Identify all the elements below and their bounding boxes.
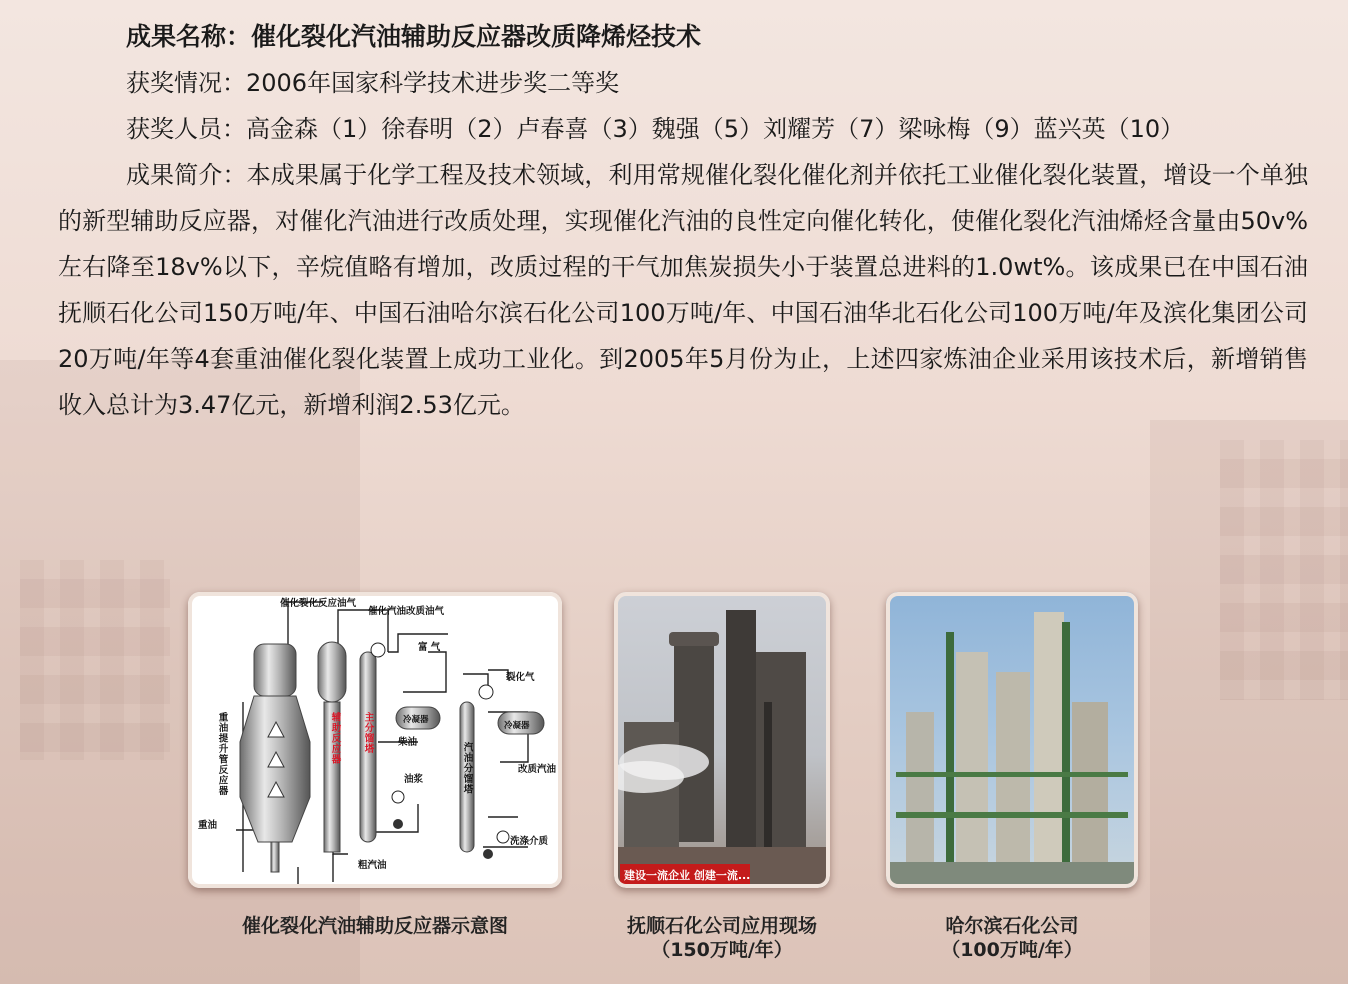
caption-figure-3 xyxy=(886,914,1138,962)
caption-figure-2-line1: 抚顺石化公司应用现场 xyxy=(626,915,817,937)
caption-figure-2 xyxy=(588,914,856,962)
people-label: 获奖人员： xyxy=(126,115,246,143)
people-line xyxy=(58,106,1308,152)
label-top-gas: 催化裂化反应油气 xyxy=(280,598,357,609)
figure-reactor-diagram xyxy=(188,592,562,888)
award-line xyxy=(58,60,1308,106)
label-rich-gas: 富 气 xyxy=(418,642,441,653)
summary-paragraph xyxy=(58,152,1308,428)
label-heavy-oil: 重油 xyxy=(198,820,218,831)
summary-value: 本成果属于化学工程及技术领域，利用常规催化裂化催化剂并依托工业催化裂化装置，增设一个单独的新型辅助反应器，对催化汽油进行改质处理，实现催化汽油的良性定向催化转化，使催化裂化汽油烯烃含量由50v%左右降至18v%以下，辛烷值略有增加，改质过程的干气加焦炭损失小于装置总进料的1.0wt%。该成果已在中国石油抚顺石化公司150万吨/年、中国石油哈尔滨石化公司100万吨/年、中国石油华北石化公司100万吨/年及滨化集团公司20万吨/年等4套重油催化裂化装置上成功工业化。到2005年5月份为止，上述四家炼油企业采用该技术后，新增销售收入总计为3.47亿元，新增利润2.53亿元。 xyxy=(58,161,1308,419)
caption-figure-3-line1: 哈尔滨石化公司 xyxy=(945,915,1079,937)
label-wash-medium: 洗涤介质 xyxy=(510,836,549,847)
label-condenser-2: 冷凝器 xyxy=(504,721,530,731)
award-label: 获奖情况： xyxy=(126,69,246,97)
reactor-schematic xyxy=(188,592,562,888)
label-upgraded-gas: 催化汽油改质油气 xyxy=(368,606,445,617)
label-slurry: 油浆 xyxy=(404,774,424,785)
award-value: 2006年国家科学技术进步奖二等奖 xyxy=(246,69,620,97)
figure-harbin-photo xyxy=(886,592,1138,888)
label-gasoline-fractionator: 汽油分馏塔 xyxy=(461,742,473,795)
label-upgraded-gasoline: 改质汽油 xyxy=(518,764,557,775)
label-riser: 重油提升管反应器 xyxy=(216,712,228,796)
label-diesel: 柴油 xyxy=(398,737,418,748)
fushun-plant-image xyxy=(614,592,830,888)
summary-label: 成果简介： xyxy=(126,161,247,189)
document-text xyxy=(58,14,1308,428)
title-label: 成果名称： xyxy=(126,22,252,51)
label-main-fractionator: 主分馏塔 xyxy=(362,712,374,754)
label-condenser-1: 冷凝器 xyxy=(403,715,429,725)
plant-banner-text: 建设一流企业 创建一流... xyxy=(624,869,751,882)
caption-figure-3-line2: （100万吨/年） xyxy=(941,939,1083,961)
label-cracked-gas: 裂化气 xyxy=(506,672,535,683)
caption-figure-2-line2: （150万吨/年） xyxy=(651,939,793,961)
background-window-grid xyxy=(1220,440,1348,700)
people-value: 高金森（1）徐春明（2）卢春喜（3）魏强（5）刘耀芳（7）梁咏梅（9）蓝兴英（10） xyxy=(246,115,1185,143)
label-aux-reactor: 辅助反应器 xyxy=(329,712,341,765)
harbin-plant-image xyxy=(886,592,1138,888)
caption-figure-1: 催化裂化汽油辅助反应器示意图 xyxy=(241,915,508,937)
title-value: 催化裂化汽油辅助反应器改质降烯烃技术 xyxy=(251,22,702,51)
label-crude-gasoline: 粗汽油 xyxy=(358,860,387,871)
title-line xyxy=(58,14,1308,60)
background-window-grid-left xyxy=(20,560,170,760)
figure-fushun-photo xyxy=(614,592,830,888)
